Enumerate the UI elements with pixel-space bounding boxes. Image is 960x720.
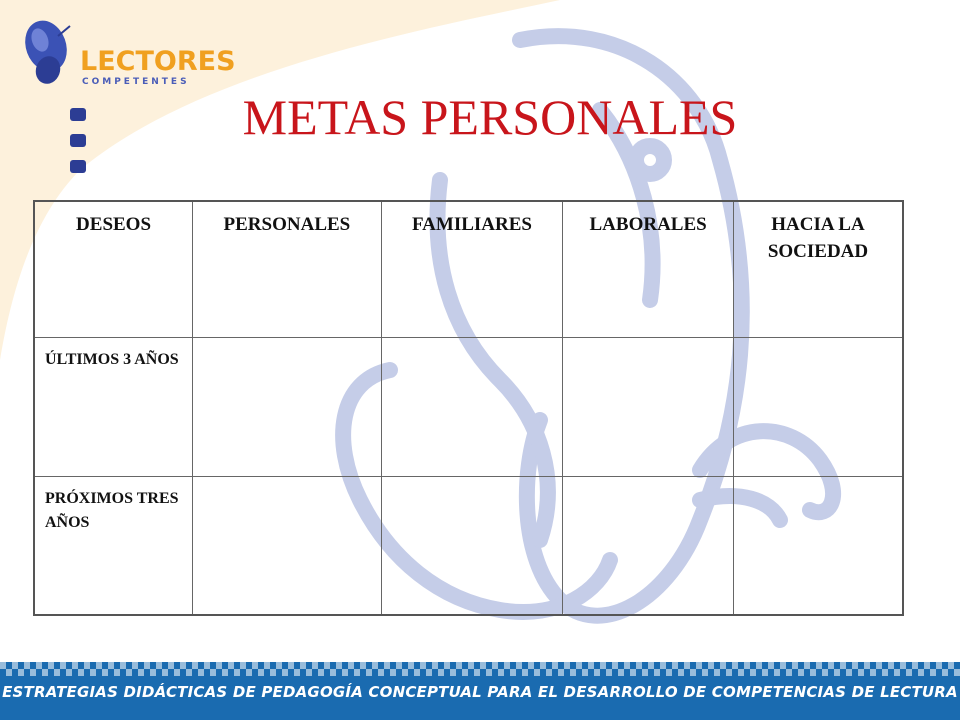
table-cell[interactable]: [733, 476, 903, 615]
logo-name: LECTORES: [80, 46, 236, 77]
header-personales: PERSONALES: [193, 201, 382, 337]
butterfly-logo-icon: [18, 18, 78, 88]
table-cell[interactable]: [381, 337, 563, 476]
footer-text: ESTRATEGIAS DIDÁCTICAS DE PEDAGOGÍA CONCEPTUAL PARA EL DESARROLLO DE COMPETENCIAS DE LECTURA: [2, 683, 958, 701]
table-cell[interactable]: [193, 476, 382, 615]
bullet-square: [70, 160, 86, 173]
header-deseos: DESEOS: [34, 201, 193, 337]
page-title: METAS PERSONALES: [242, 89, 738, 145]
table-cell[interactable]: [381, 476, 563, 615]
row-label-proximos: PRÓXIMOS TRES AÑOS: [34, 476, 193, 615]
header-familiares: FAMILIARES: [381, 201, 563, 337]
footer-banner: [0, 662, 960, 720]
table-cell[interactable]: [733, 337, 903, 476]
table-row: [34, 337, 903, 476]
table-row: [34, 476, 903, 615]
goals-table: [33, 200, 904, 616]
header-laborales: LABORALES: [563, 201, 734, 337]
table-header-row: [34, 201, 903, 337]
table-cell[interactable]: [193, 337, 382, 476]
logo-tagline: COMPETENTES: [82, 77, 190, 87]
header-hacia-la-sociedad: HACIA LA SOCIEDAD: [733, 201, 903, 337]
footer-pattern: [0, 662, 960, 676]
table-cell[interactable]: [563, 476, 734, 615]
table-cell[interactable]: [563, 337, 734, 476]
brand-logo: [18, 18, 236, 98]
row-label-ultimos: ÚLTIMOS 3 AÑOS: [34, 337, 193, 476]
